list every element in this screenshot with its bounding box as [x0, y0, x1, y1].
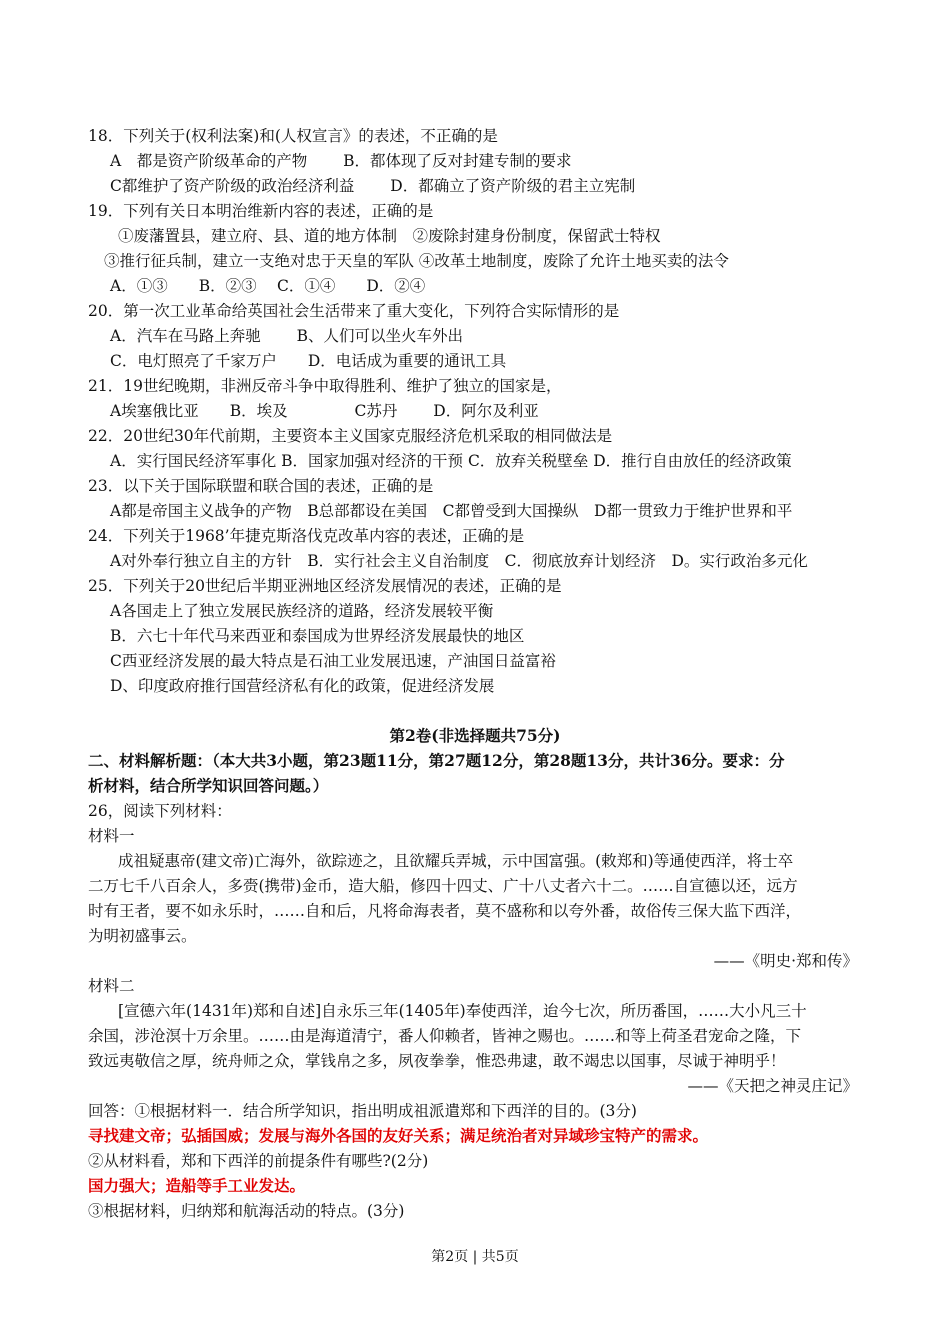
page-footer: 第2页 | 共5页: [431, 1249, 519, 1265]
option-line: A 都是资产阶级革命的产物 B．都体现了反对封建专制的要求: [110, 152, 572, 170]
material-text: 余国，涉沧溟十万余里。……由是海道清宁，番人仰赖者，皆神之赐也。……和等上荷圣君宠命之隆，下: [88, 1027, 802, 1045]
question-24: 24．下列关于1968’年捷克斯洛伐克改革内容的表述，正确的是: [88, 527, 525, 545]
option-line: C西亚经济发展的最大特点是石油工业发展迅速，产油国日益富裕: [110, 652, 556, 670]
section-instructions: 析材料，结合所学知识回答问题。）: [88, 776, 329, 795]
option-line: A都是帝国主义战争的产物 B总部都设在美国 C都曾受到大国操纵 D都一贯致力于维护世界和平: [110, 502, 793, 520]
answer-question: ③根据材料，归纳郑和航海活动的特点。(3分): [88, 1202, 405, 1220]
option-line: A各国走上了独立发展民族经济的道路，经济发展较平衡: [110, 602, 494, 620]
statement-line: ①废藩置县，建立府、县、道的地方体制 ②废除封建身份制度，保留武士特权: [118, 227, 661, 245]
material-text: 为明初盛事云。: [88, 927, 197, 945]
question-26: 26，阅读下列材料：: [88, 802, 232, 820]
option-line: A对外奉行独立自主的方针 B．实行社会主义自治制度 C．彻底放弃计划经济 D。实行政治多元化: [110, 552, 808, 570]
question-22: 22．20世纪30年代前期，主要资本主义国家克服经济危机采取的相同做法是: [88, 427, 613, 445]
section-title: 第2卷(非选择题共75分): [389, 726, 561, 745]
question-20: 20．第一次工业革命给英国社会生活带来了重大变化，下列符合实际情形的是: [88, 302, 620, 320]
section-instructions: 二、材料解析题：（本大共3小题，第23题11分，第27题12分，第28题13分，共计36分。要求：分: [88, 751, 785, 770]
option-line: B．六七十年代马来西亚和泰国成为世界经济发展最快的地区: [110, 627, 525, 645]
question-18: 18．下列关于(权利法案)和(人权宣言》的表述，不正确的是: [88, 127, 498, 145]
question-19: 19．下列有关日本明治维新内容的表述，正确的是: [88, 202, 434, 220]
material-source: ——《天把之神灵庄记》: [687, 1077, 858, 1095]
material-text: 致远夷敬信之厚，统舟师之众，掌钱帛之多，夙夜拳拳，惟恐弗逮，敢不竭忠以国事，尽诚于神明乎！: [88, 1052, 786, 1070]
option-line: C．电灯照亮了千家万户 D．电话成为重要的通讯工具: [110, 352, 507, 370]
material-text: [宣德六年(1431年)郑和自述]自永乐三年(1405年)奉使西洋，迨今七次，所历番国，……大小凡三十: [118, 1002, 807, 1020]
answer-text: 寻找建文帝；弘插国威；发展与海外各国的友好关系；满足统治者对异域珍宝特产的需求。: [88, 1126, 709, 1145]
answer-question: ②从材料看，郑和下西洋的前提条件有哪些?(2分): [88, 1152, 429, 1170]
option-line: A．实行国民经济军事化 B．国家加强对经济的干预 C．放弃关税壁垒 D．推行自由放任的经济政策: [110, 452, 792, 470]
statement-line: ③推行征兵制，建立一支绝对忠于天皇的军队 ④改革土地制度，废除了允许土地买卖的法令: [104, 252, 729, 270]
material-text: 时有王者，要不如永乐时，……自和后，凡将命海表者，莫不盛称和以夸外番，故俗传三保大监下西洋，: [88, 902, 802, 920]
option-line: D、印度政府推行国营经济私有化的政策，促进经济发展: [110, 677, 495, 695]
answer-question: 回答：①根据材料一．结合所学知识，指出明成祖派遣郑和下西洋的目的。(3分): [88, 1102, 637, 1120]
question-25: 25．下列关于20世纪后半期亚洲地区经济发展情况的表述，正确的是: [88, 577, 562, 595]
answer-text: 国力强大；造船等手工业发达。: [88, 1176, 306, 1195]
material-source: ——《明史·郑和传》: [713, 952, 858, 970]
material-text: 二万七千八百余人，多赍(携带)金币，造大船，修四十四丈、广十八丈者六十二。……自宣德以还，远方: [88, 877, 798, 895]
option-line: A．汽车在马路上奔驰 B、人们可以坐火车外出: [110, 327, 464, 345]
option-line: A．①③ B．②③ C．①④ D．②④: [110, 277, 426, 295]
material-label: 材料一: [88, 827, 135, 845]
option-line: C都维护了资产阶级的政治经济利益 D．都确立了资产阶级的君主立宪制: [110, 177, 636, 195]
option-line: A埃塞俄比亚 B．埃及 C苏丹 D．阿尔及利亚: [110, 402, 539, 420]
material-text: 成祖疑惠帝(建文帝)亡海外，欲踪迹之，且欲耀兵弄城，示中国富强。(敕郑和)等通使西洋，将士卒: [118, 852, 794, 870]
material-label: 材料二: [88, 977, 135, 995]
question-21: 21．19世纪晚期，非洲反帝斗争中取得胜利、维护了独立的国家是，: [88, 377, 562, 395]
question-23: 23．以下关于国际联盟和联合国的表述，正确的是: [88, 477, 434, 495]
